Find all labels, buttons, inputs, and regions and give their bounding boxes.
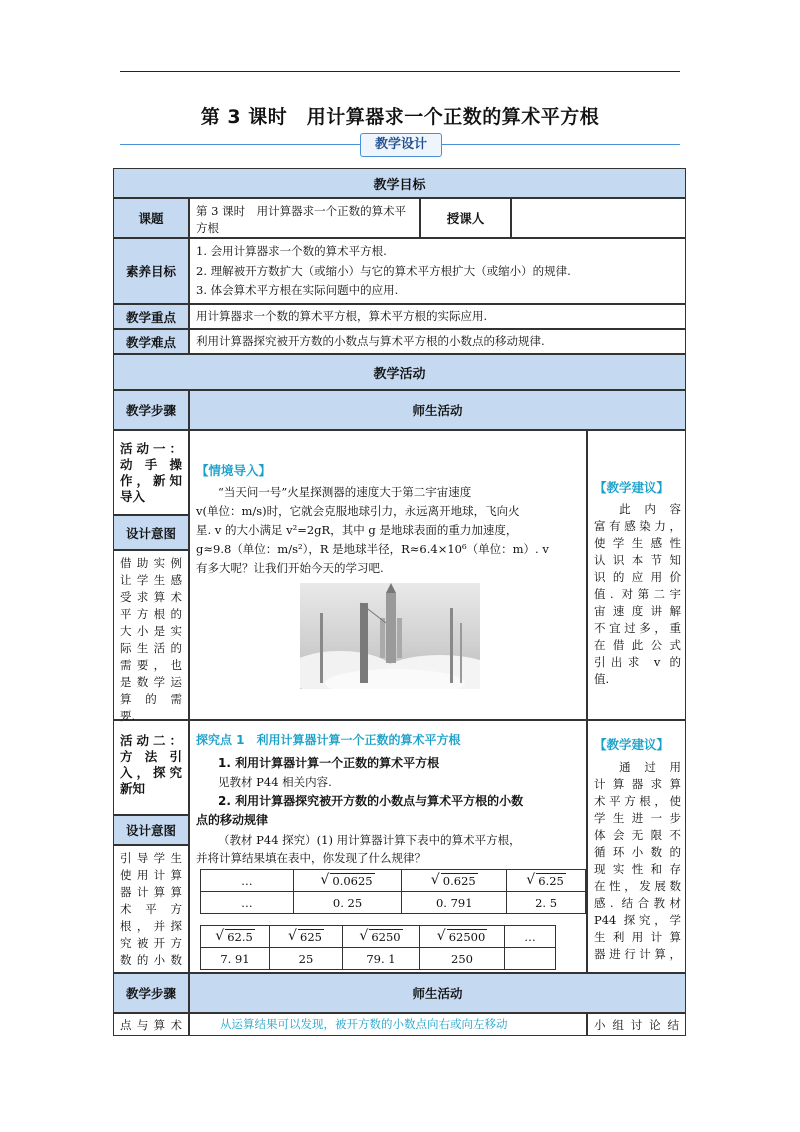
activity2-intent-label: 设计意图 xyxy=(113,815,189,845)
radicand: 6250 xyxy=(371,929,401,944)
scenario-line: 有多大呢？让我们开始今天的学习吧. xyxy=(196,561,384,575)
suggestion-title: 【教学建议】 xyxy=(594,480,670,495)
activity2-suggestion xyxy=(587,720,686,973)
heading-1: 1. 利用计算器计算一个正数的算术平方根 xyxy=(218,756,440,770)
table-cell: 2. 5 xyxy=(507,892,586,914)
table-cell xyxy=(420,926,505,948)
intent-line: 大小是实 xyxy=(120,624,182,638)
intent-line: 是数学运 xyxy=(120,675,182,689)
table-row xyxy=(201,948,556,970)
activity1-intent xyxy=(113,550,189,723)
page-title: 第 3 课时 用计算器求一个正数的算术平方根 xyxy=(200,106,600,128)
suggestion-line: 计算器求算 xyxy=(594,777,681,791)
key-point-label: 教学重点 xyxy=(113,304,189,329)
intent-line: 际生活的 xyxy=(120,641,182,655)
suggestion-line: 体会无限不 xyxy=(594,828,681,842)
teacher-label: 授课人 xyxy=(420,198,511,238)
top-rule xyxy=(120,71,680,72)
suggestion-line: 现实性和存 xyxy=(594,862,681,876)
scenario-title: 【情境导入】 xyxy=(196,463,272,478)
scenario-line: “当天问一号”火星探测器的速度大于第二宇宙速度 xyxy=(218,485,472,499)
literacy-label: 素养目标 xyxy=(113,238,189,304)
literacy-item: 3. 体会算术平方根在实际问题中的应用. xyxy=(196,283,399,297)
suggestion-line: 值. xyxy=(594,672,610,686)
paragraph-2-cont: 并将计算结果填在表中，你发现了什么规律？ xyxy=(196,851,426,865)
activity1-content xyxy=(189,430,587,720)
heading-2-cont: 点的移动规律 xyxy=(196,813,269,827)
bottom-right-text: 小组讨论结 xyxy=(587,1013,686,1036)
steps-label-repeat: 教学步骤 xyxy=(113,973,189,1013)
suggestion-title: 【教学建议】 xyxy=(594,737,670,752)
activity1-intent-label: 设计意图 xyxy=(113,515,189,550)
radicand: 0.0625 xyxy=(332,873,373,888)
table-row xyxy=(201,926,556,948)
intent-line: 算的需 xyxy=(120,692,182,706)
intent-line: 平方根的 xyxy=(120,607,182,621)
suggestion-line: 在借此公式 xyxy=(594,638,681,652)
intent-line: 需要，也 xyxy=(120,658,182,672)
intent-line: 让学生感 xyxy=(120,573,182,587)
intent-line: 根，并探 xyxy=(120,919,182,933)
scenario-line: 星. v 的大小满足 v²=2gR，其中 g 是地球表面的重力加速度， xyxy=(196,523,518,537)
intent-line: 器计算算 xyxy=(120,885,182,899)
activity1-label: 活动一：动手操作，新知导入 xyxy=(113,430,189,515)
suggestion-line: 感. 结合教材 xyxy=(594,896,681,910)
table-cell xyxy=(402,870,507,892)
suggestion-line: P44 探究，学 xyxy=(594,913,681,927)
suggestion-line: 此内容 xyxy=(594,502,681,516)
table-cell xyxy=(293,870,402,892)
literacy-item: 1. 会用计算器求一个数的算术平方根. xyxy=(196,244,387,258)
paragraph-2: （教材 P44 探究）(1) 用计算器计算下表中的算术平方根， xyxy=(218,833,521,847)
suggestion-line: 宙速度讲解 xyxy=(594,604,681,618)
teacher-value xyxy=(511,198,686,238)
table-cell: 79. 1 xyxy=(343,948,420,970)
scenario-line: g≈9.8（单位：m/s²），R 是地球半径，R≈6.4×10⁶（单位：m）. v xyxy=(196,542,549,556)
suggestion-line: 富有感染力， xyxy=(594,519,681,533)
bottom-mid-text: 从运算结果可以发现，被开方数的小数点向右或向左移动 xyxy=(189,1013,587,1036)
topic-value: 第 3 课时 用计算器求一个正数的算术平方根 xyxy=(189,198,420,238)
radicand: 6.25 xyxy=(538,873,564,888)
intent-line: 借助实例 xyxy=(120,556,182,570)
suggestion-line: 在性，发展数 xyxy=(594,879,681,893)
suggestion-line: 循环小数的 xyxy=(594,845,681,859)
table-cell xyxy=(270,926,343,948)
table-cell xyxy=(201,926,270,948)
suggestion-line: 值. 对第二宇 xyxy=(594,587,681,601)
suggestion-text xyxy=(588,497,687,692)
table-cell xyxy=(507,870,586,892)
rocket-launch-photo xyxy=(300,583,480,689)
radicand: 62500 xyxy=(448,929,486,944)
activities-header: 教学活动 xyxy=(113,354,686,390)
intent-line: 究被开方 xyxy=(120,936,182,950)
table-cell: 0. 791 xyxy=(402,892,507,914)
steps-label: 教学步骤 xyxy=(113,390,189,430)
intent-line: 使用计算 xyxy=(120,868,182,882)
suggestion-line: 生利用计算 xyxy=(594,930,681,944)
topic-label: 课题 xyxy=(113,198,189,238)
intent-line: 引导学生 xyxy=(120,851,182,865)
suggestion-line: 认识本节知 xyxy=(594,553,681,567)
intent-line: 术平方 xyxy=(120,902,182,916)
section-tag: 教学设计 xyxy=(360,133,442,157)
suggestion-line: 通过用 xyxy=(594,760,681,774)
table-row xyxy=(201,870,586,892)
explore-point-title: 探究点 1 利用计算器计算一个正数的算术平方根 xyxy=(196,733,461,747)
table-cell: 25 xyxy=(270,948,343,970)
bottom-left-text: 点与算术 xyxy=(113,1013,189,1036)
suggestion-text xyxy=(588,755,687,967)
radicand: 62.5 xyxy=(227,929,253,944)
table-cell xyxy=(505,948,556,970)
activity2-content xyxy=(189,720,587,973)
suggestion-line: 引出求 v 的 xyxy=(594,655,681,669)
activity2-intent xyxy=(113,845,189,973)
lesson-plan-table xyxy=(113,168,686,1036)
paragraph-1: 见教材 P44 相关内容. xyxy=(218,775,332,789)
suggestion-line: 不宜过多，重 xyxy=(594,621,681,635)
suggestion-line: 识的应用价 xyxy=(594,570,681,584)
table-cell: … xyxy=(201,892,294,914)
sqrt-table-2 xyxy=(200,925,556,970)
table-cell: 7. 91 xyxy=(201,948,270,970)
goals-header: 教学目标 xyxy=(113,168,686,198)
intent-line: 数的小数 xyxy=(120,953,182,967)
scenario-line: v(单位：m/s)时，它就会克服地球引力，永远离开地球，飞向火 xyxy=(196,504,520,518)
table-cell: 0. 25 xyxy=(293,892,402,914)
table-row xyxy=(201,892,586,914)
literacy-item: 2. 理解被开方数扩大（或缩小）与它的算术平方根扩大（或缩小）的规律. xyxy=(196,263,571,278)
sqrt-table xyxy=(200,869,586,914)
table-cell: … xyxy=(505,926,556,948)
table-cell: … xyxy=(201,870,294,892)
rocket-launch-illustration xyxy=(300,583,480,689)
difficulty-label: 教学难点 xyxy=(113,329,189,354)
radicand: 625 xyxy=(300,929,322,944)
intent-line: 要. xyxy=(120,709,136,723)
activity1-suggestion xyxy=(587,430,686,720)
table-cell xyxy=(343,926,420,948)
literacy-goals xyxy=(189,238,686,304)
heading-2: 2. 利用计算器探究被开方数的小数点与算术平方根的小数 xyxy=(218,794,524,808)
activity2-label: 活动二：方法引入，探究新知 xyxy=(113,720,189,815)
suggestion-line: 器进行计算， xyxy=(594,947,681,961)
intent-line: 受求算术 xyxy=(120,590,182,604)
suggestion-line: 术平方根，使 xyxy=(594,794,681,808)
key-point-value: 用计算器求一个数的算术平方根，算术平方根的实际应用. xyxy=(189,304,686,329)
table-cell: 250 xyxy=(420,948,505,970)
teacher-student-label-repeat: 师生活动 xyxy=(189,973,686,1013)
radicand: 0.625 xyxy=(442,873,476,888)
suggestion-line: 学生进一步 xyxy=(594,811,681,825)
suggestion-line: 使学生感性 xyxy=(594,536,681,550)
difficulty-value: 利用计算器探究被开方数的小数点与算术平方根的小数点的移动规律. xyxy=(189,329,686,354)
teacher-student-label: 师生活动 xyxy=(189,390,686,430)
